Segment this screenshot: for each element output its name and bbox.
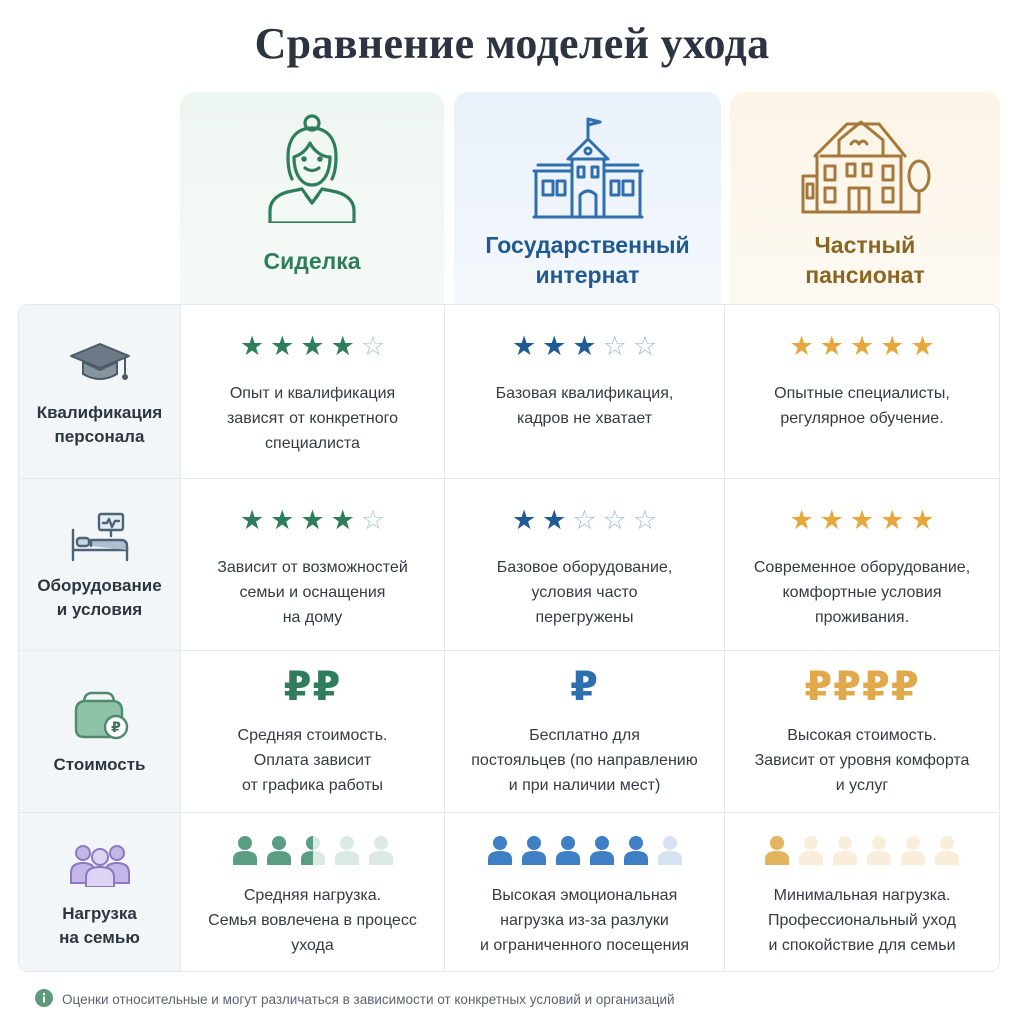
ruble-rating: ₽₽ xyxy=(283,665,342,709)
cell-qualification-private xyxy=(725,305,999,478)
cell-qualification-sidelka xyxy=(181,305,445,478)
person-half-icon xyxy=(300,835,326,865)
star-filled-icon: ★ xyxy=(330,505,355,535)
star-empty-icon: ☆ xyxy=(360,331,386,361)
cell-description: Высокая эмоциональная нагрузка из-за разлуки и ограниченного посещения xyxy=(479,887,690,954)
person-filled-icon xyxy=(764,835,790,865)
comparison-table xyxy=(18,304,1000,972)
info-icon xyxy=(34,988,54,1011)
star-empty-icon: ☆ xyxy=(602,331,627,361)
star-rating xyxy=(237,505,388,535)
cell-description: Опыт и квалификация зависят от конкретного специалиста xyxy=(226,385,399,452)
row-header-equipment xyxy=(19,479,181,650)
people-rating xyxy=(760,835,964,865)
person-filled-icon xyxy=(623,835,649,865)
cell-description: Средняя стоимость. Оплата зависит от графика работы xyxy=(237,727,388,794)
person-empty-icon xyxy=(368,835,394,865)
person-empty-icon xyxy=(798,835,824,865)
person-empty-icon xyxy=(832,835,858,865)
star-filled-icon: ★ xyxy=(511,331,537,361)
family-group-icon xyxy=(69,836,131,892)
star-filled-icon: ★ xyxy=(910,505,935,535)
star-empty-icon: ☆ xyxy=(632,331,658,361)
wallet-ruble-icon xyxy=(70,687,130,743)
cell-description: Опытные специалисты, регулярное обучение. xyxy=(774,385,950,427)
cell-qualification-gov xyxy=(445,305,725,478)
person-filled-icon xyxy=(266,835,292,865)
person-filled-icon xyxy=(589,835,615,865)
star-filled-icon: ★ xyxy=(300,331,325,361)
page-title: Сравнение моделей ухода xyxy=(254,19,770,68)
person-filled-icon xyxy=(487,835,513,865)
cell-equipment-sidelka xyxy=(181,479,445,650)
star-empty-icon: ☆ xyxy=(602,505,627,535)
star-filled-icon: ★ xyxy=(300,505,325,535)
row-equipment xyxy=(19,479,1000,651)
column-label-sidelka: Сиделка xyxy=(263,248,361,274)
star-rating xyxy=(237,331,388,361)
star-filled-icon: ★ xyxy=(542,331,567,361)
svg-text:₽: ₽ xyxy=(110,719,121,736)
cell-family-sidelka xyxy=(181,813,445,972)
row-label-equipment: Оборудование и условия xyxy=(37,575,162,619)
cell-equipment-private xyxy=(725,479,999,650)
private-house-icon xyxy=(795,112,935,224)
star-rating xyxy=(786,505,937,535)
star-filled-icon: ★ xyxy=(511,505,537,535)
star-filled-icon: ★ xyxy=(789,331,814,361)
row-label-qualification: Квалификация персонала xyxy=(36,402,163,446)
cell-description: Высокая стоимость. Зависит от уровня комфорта и услуг xyxy=(754,727,970,794)
graduation-cap-icon xyxy=(69,335,131,391)
row-cost xyxy=(19,651,1000,813)
row-qualification xyxy=(19,305,1000,479)
star-filled-icon: ★ xyxy=(819,505,844,535)
cell-description: Базовое оборудование, условия часто перегружены xyxy=(496,559,673,626)
caregiver-icon xyxy=(262,112,362,224)
star-empty-icon: ☆ xyxy=(360,505,386,535)
person-empty-icon xyxy=(334,835,360,865)
row-header-family-load xyxy=(19,813,181,972)
star-filled-icon: ★ xyxy=(270,505,295,535)
bed-monitor-icon xyxy=(69,508,131,564)
person-empty-icon xyxy=(657,835,683,865)
cell-family-private xyxy=(725,813,999,972)
cell-family-gov xyxy=(445,813,725,972)
government-building-icon xyxy=(530,112,646,224)
star-empty-icon: ☆ xyxy=(572,505,597,535)
cell-description: Минимальная нагрузка. Профессиональный уход и спокойствие для семьи xyxy=(767,887,957,954)
row-label-family-load: Нагрузка на семью xyxy=(59,904,140,947)
cell-description: Бесплатно для постояльцев (по направлению и при наличии мест) xyxy=(471,727,698,794)
cell-cost-gov xyxy=(445,651,725,812)
star-filled-icon: ★ xyxy=(849,331,875,361)
star-filled-icon: ★ xyxy=(239,505,265,535)
footnote-text: Оценки относительные и могут различаться в зависимости от конкретных условий и организаций xyxy=(62,992,675,1007)
row-header-cost xyxy=(19,651,181,812)
cell-description: Средняя нагрузка. Семья вовлечена в процесс ухода xyxy=(208,887,417,954)
star-filled-icon: ★ xyxy=(572,331,597,361)
person-filled-icon xyxy=(521,835,547,865)
column-header-private xyxy=(730,92,1000,304)
people-rating xyxy=(483,835,687,865)
row-family-load xyxy=(19,813,1000,972)
column-label-private: Частный пансионат xyxy=(805,232,925,288)
star-filled-icon: ★ xyxy=(910,331,935,361)
cell-description: Современное оборудование, комфортные условия проживания. xyxy=(753,559,971,626)
star-filled-icon: ★ xyxy=(849,505,875,535)
ruble-rating: ₽₽₽₽ xyxy=(804,665,920,709)
cell-description: Базовая квалификация, кадров не хватает xyxy=(495,385,674,427)
star-filled-icon: ★ xyxy=(880,505,905,535)
people-rating xyxy=(228,835,398,865)
star-rating xyxy=(509,505,660,535)
cell-description: Зависит от возможностей семьи и оснащения на дому xyxy=(217,559,408,626)
person-filled-icon xyxy=(555,835,581,865)
footnote xyxy=(34,988,675,1011)
row-header-qualification xyxy=(19,305,181,478)
person-empty-icon xyxy=(866,835,892,865)
star-filled-icon: ★ xyxy=(330,331,355,361)
column-header-sidelka xyxy=(180,92,444,304)
row-label-cost: Стоимость xyxy=(53,754,146,774)
star-rating xyxy=(786,331,937,361)
star-rating xyxy=(509,331,660,361)
star-filled-icon: ★ xyxy=(542,505,567,535)
ruble-rating: ₽ xyxy=(570,665,599,709)
cell-cost-sidelka xyxy=(181,651,445,812)
column-label-gov: Государственный интернат xyxy=(485,232,690,288)
person-empty-icon xyxy=(934,835,960,865)
star-filled-icon: ★ xyxy=(270,331,295,361)
star-filled-icon: ★ xyxy=(789,505,814,535)
star-filled-icon: ★ xyxy=(880,331,905,361)
person-filled-icon xyxy=(232,835,258,865)
star-filled-icon: ★ xyxy=(239,331,265,361)
star-empty-icon: ☆ xyxy=(632,505,658,535)
star-filled-icon: ★ xyxy=(819,331,844,361)
person-empty-icon xyxy=(900,835,926,865)
column-header-gov xyxy=(454,92,721,304)
cell-equipment-gov xyxy=(445,479,725,650)
cell-cost-private xyxy=(725,651,999,812)
